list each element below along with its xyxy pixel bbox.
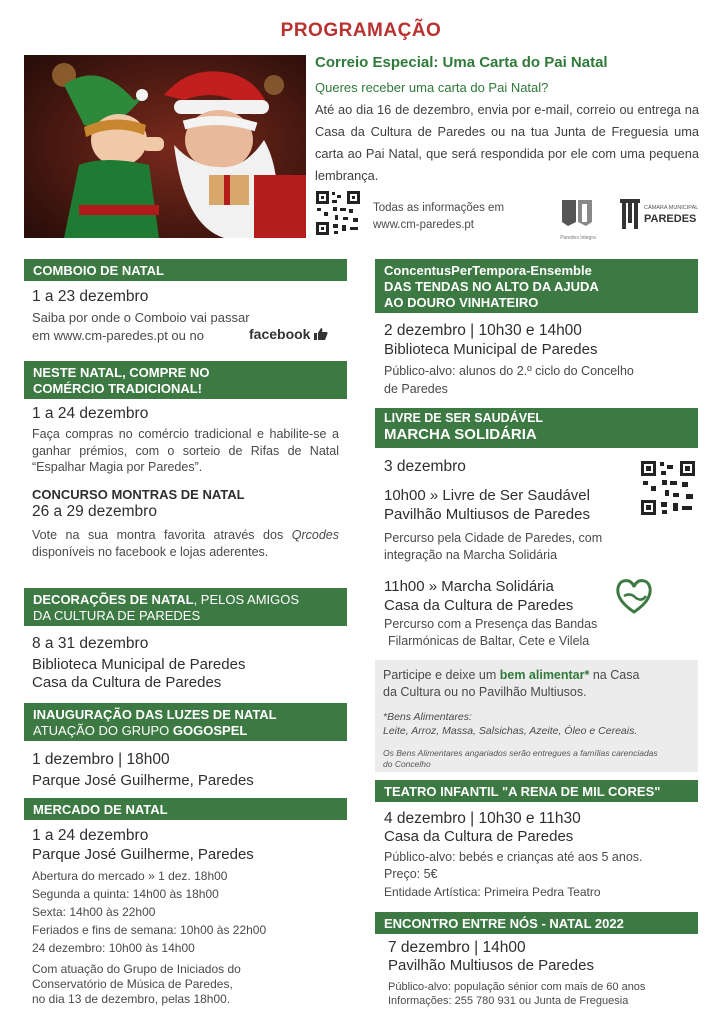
bens-list: *Bens Alimentares: Leite, Arroz, Massa, Salsichas, Azeite, Óleo e Cereais. (383, 711, 638, 737)
santa-photo (24, 55, 306, 238)
teatro-price: Preço: 5€ (384, 867, 438, 881)
encontro-header: ENCONTRO ENTRE NÓS - NATAL 2022 (375, 912, 698, 934)
page-title: PROGRAMAÇÃO (280, 20, 442, 41)
marcha-date: 3 dezembro (384, 458, 466, 475)
decoracoes-place1: Biblioteca Municipal de Paredes (32, 656, 246, 673)
intro-info-link[interactable]: www.cm-paredes.pt (373, 219, 474, 231)
teatro-place: Casa da Cultura de Paredes (384, 828, 574, 845)
decoracoes-date: 8 a 31 dezembro (32, 635, 149, 652)
schedule-item: Sexta: 14h00 às 22h00 (32, 905, 156, 919)
comercio-header: NESTE NATAL, COMPRE NO COMÉRCIO TRADICIONAL! (24, 361, 347, 399)
mercado-place: Parque José Guilherme, Paredes (32, 846, 254, 863)
marcha-ev1-title: 10h00 » Livre de Ser Saudável (384, 487, 590, 504)
mercado-header: MERCADO DE NATAL (24, 798, 347, 820)
intro-info-label: Todas as informações em (373, 202, 505, 214)
marcha-ev2-title: 11h00 » Marcha Solidária (384, 578, 554, 595)
paredes-integra-logo: Paredes Integra (558, 196, 598, 240)
comboio-line1: Saiba por onde o Comboio vai passar (32, 310, 250, 325)
comboio-date: 1 a 23 dezembro (32, 288, 149, 305)
marcha-ev1-place: Pavilhão Multiusos de Paredes (384, 506, 590, 523)
teatro-date: 4 dezembro | 10h30 e 11h30 (384, 810, 581, 827)
teatro-header: TEATRO INFANTIL "A RENA DE MIL CORES" (375, 780, 698, 802)
facebook-link[interactable]: facebook (249, 326, 328, 342)
comercio-date: 1 a 24 dezembro (32, 405, 149, 422)
encontro-place: Pavilhão Multiusos de Paredes (388, 957, 594, 974)
marcha-ev2-text: Percurso com a Presença das Bandas Filarmónicas de Baltar, Cete e Vilela (384, 617, 598, 648)
decoracoes-place2: Casa da Cultura de Paredes (32, 674, 222, 691)
comboio-header: COMBOIO DE NATAL (24, 259, 347, 281)
camara-paredes-logo: CÂMARA MUNICIPAL PAREDES (619, 197, 705, 231)
schedule-item: Feriados e fins de semana: 10h00 às 22h00 (32, 923, 267, 937)
montras-title: CONCURSO MONTRAS DE NATAL (32, 487, 245, 502)
mercado-schedule (32, 867, 266, 957)
mercado-date: 1 a 24 dezembro (32, 827, 149, 844)
schedule-item: 24 dezembro: 10h00 às 14h00 (32, 941, 195, 955)
montras-date: 26 a 29 dezembro (32, 503, 157, 520)
marcha-ev1-text: Percurso pela Cidade de Paredes, com integração na Marcha Solidária (384, 531, 603, 562)
bens-footnote: Os Bens Alimentares angariados serão entregues a famílias carenciadas do Concelho (383, 748, 658, 769)
encontro-audience: Público-alvo: população sénior com mais de 60 anos (388, 981, 646, 993)
luzes-date: 1 dezembro | 18h00 (32, 751, 170, 768)
thumbs-up-icon (314, 327, 328, 339)
teatro-audience: Público-alvo: bebés e crianças até aos 5 anos. (384, 850, 643, 864)
heart-hands-icon (612, 576, 656, 616)
qr-code-icon[interactable] (640, 460, 696, 516)
intro-subtitle: Queres receber uma carta do Pai Natal? (315, 80, 549, 95)
concentus-place: Biblioteca Municipal de Paredes (384, 341, 598, 358)
decoracoes-header: DECORAÇÕES DE NATAL, PELOS AMIGOS DA CULTURA DE PAREDES (24, 588, 347, 626)
bens-box-text: Participe e deixe um bem alimentar* na Casa da Cultura ou no Pavilhão Multiusos. (383, 668, 640, 699)
concentus-audience: Público-alvo: alunos do 2.º ciclo do Concelho de Paredes (384, 364, 634, 396)
concentus-header: ConcentusPerTempora-Ensemble DAS TENDAS NO ALTO DA AJUDA AO DOURO VINHATEIRO (375, 259, 698, 313)
intro-title: Correio Especial: Uma Carta do Pai Natal (315, 54, 608, 71)
concentus-date: 2 dezembro | 10h30 e 14h00 (384, 322, 582, 339)
luzes-place: Parque José Guilherme, Paredes (32, 772, 254, 789)
schedule-item: Segunda a quinta: 14h00 às 18h00 (32, 887, 219, 901)
encontro-date: 7 dezembro | 14h00 (388, 939, 526, 956)
marcha-header: LIVRE DE SER SAUDÁVEL MARCHA SOLIDÁRIA (375, 408, 698, 448)
comboio-line2: em www.cm-paredes.pt ou no (32, 328, 204, 343)
teatro-entity: Entidade Artística: Primeira Pedra Teatro (384, 885, 601, 899)
montras-text: Vote na sua montra favorita através dos Qrcodes disponíveis no facebook e lojas aderentes. (32, 528, 339, 559)
marcha-ev2-place: Casa da Cultura de Paredes (384, 597, 574, 614)
qr-code-icon[interactable] (315, 190, 361, 236)
comercio-text: Faça compras no comércio tradicional e habilite-se a ganhar prémios, com o sorteio de Rifas de Natal “Espalhar Magia por Paredes”. (32, 427, 339, 474)
intro-body: Até ao dia 16 de dezembro, envia por e-mail, correio ou entrega na Casa da Cultura de Paredes ou na tua Junta de Freguesia uma carta ao Pai Natal, que será respondida por ele com uma pequena lembrança. (315, 102, 699, 183)
luzes-header: INAUGURAÇÃO DAS LUZES DE NATAL ATUAÇÃO DO GRUPO GOGOSPEL (24, 703, 347, 741)
mercado-note: Com atuação do Grupo de Iniciados do Conservatório de Música de Paredes, no dia 13 de dezembro, pelas 18h00. (32, 962, 241, 1006)
schedule-item: Abertura do mercado » 1 dez. 18h00 (32, 869, 228, 883)
encontro-info: Informações: 255 780 931 ou Junta de Freguesia (388, 995, 629, 1007)
